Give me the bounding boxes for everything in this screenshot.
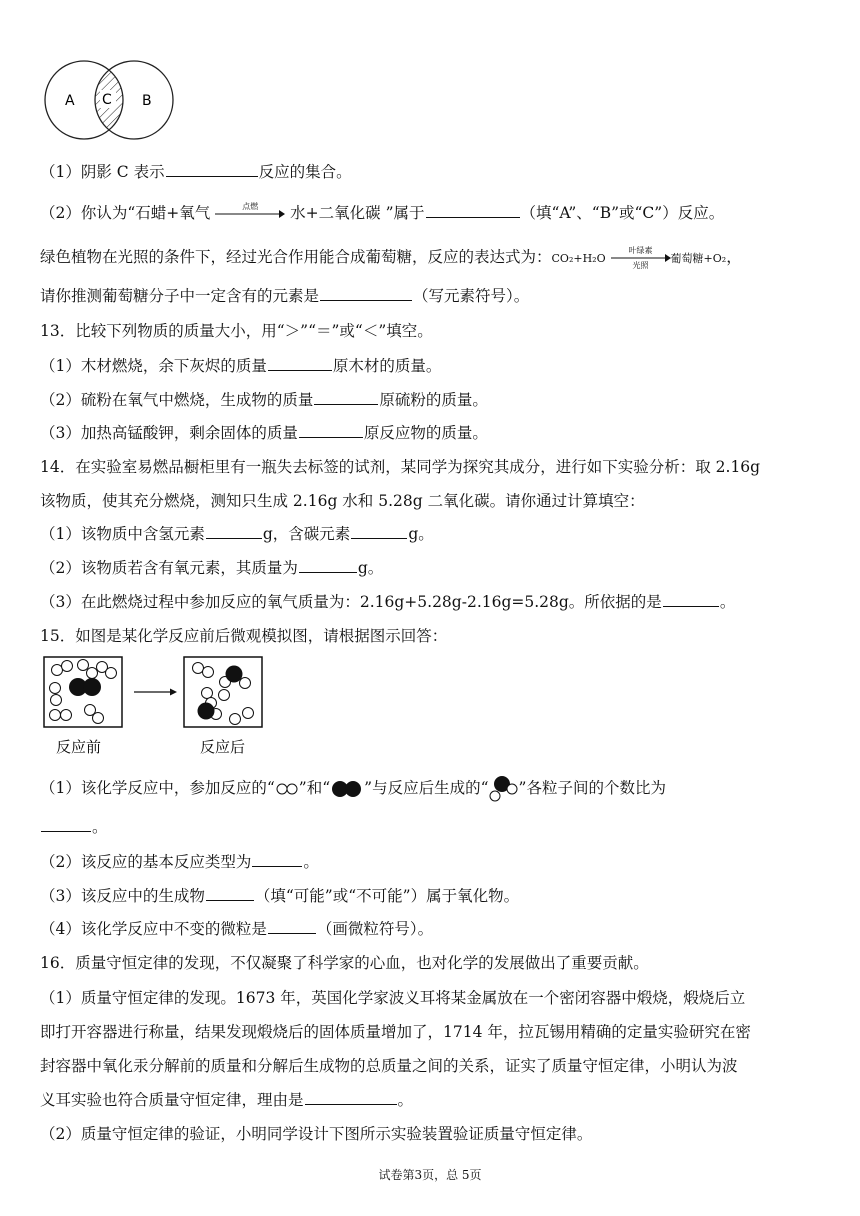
q16-part2: （2）质量守恒定律的验证，小明同学设计下图所示实验装置验证质量守恒定律。 <box>40 1125 593 1143</box>
answer-blank[interactable] <box>320 286 412 301</box>
page-footer: 试卷第3页，总 5页 <box>378 1168 482 1182</box>
q15-item4: （4）该化学反应中不变的微粒是 （画微粒符号）。 <box>40 920 434 938</box>
venn-label-c: C <box>102 92 112 108</box>
q15-stem: 15．如图是某化学反应前后微观模拟图，请根据图示回答： <box>40 627 448 645</box>
q12-part2: （2）你认为“石蜡+氧气 点燃 水+二氧化碳 ”属于 （填“A”、“B”或“C”）反应。 <box>40 202 725 222</box>
answer-blank[interactable] <box>351 524 407 539</box>
venn-label-b: B <box>142 93 152 109</box>
answer-blank[interactable] <box>252 852 302 867</box>
q12-part1: （1）阴影 C 表示 反应的集合。 <box>40 163 352 181</box>
q14-item1: （1）该物质中含氢元素 g，含碳元素 g。 <box>40 525 434 543</box>
q13-stem: 13．比较下列物质的质量大小，用“＞”“＝”或“＜”填空。 <box>40 322 433 340</box>
answer-blank[interactable] <box>206 886 254 901</box>
answer-blank[interactable] <box>299 423 363 438</box>
q15-item3: （3）该反应中的生成物 （填“可能”或“不可能”）属于氧化物。 <box>40 887 520 905</box>
reaction-micro-diagram <box>40 654 280 764</box>
q14-stem-line2: 该物质，使其充分燃烧，测知只生成 2.16g 水和 5.28g 二氧化碳。请你通过计算填空： <box>40 492 645 510</box>
q16-part1-line2: 即打开容器进行称量，结果发现煅烧后的固体质量增加了，1714 年，拉瓦锡用精确的定量实验研究在密 <box>40 1023 751 1041</box>
answer-blank[interactable] <box>314 390 378 405</box>
q16-part1-line4: 义耳实验也符合质量守恒定律，理由是 。 <box>40 1091 414 1109</box>
label-after: 反应后 <box>200 738 246 756</box>
answer-blank[interactable] <box>206 524 262 539</box>
answer-blank[interactable] <box>268 356 332 371</box>
venn-label-a: A <box>65 93 75 109</box>
answer-blank[interactable] <box>305 1090 397 1105</box>
q14-item2: （2）该物质若含有氧元素，其质量为 g。 <box>40 559 384 577</box>
q14-item3: （3）在此燃烧过程中参加反应的氧气质量为：2.16g+5.28g-2.16g=5.28g。所依据的是 。 <box>40 593 736 611</box>
venn-diagram <box>40 58 180 142</box>
q13-item2: （2）硫粉在氧气中燃烧，生成物的质量 原硫粉的质量。 <box>40 391 488 409</box>
answer-blank[interactable] <box>268 919 316 934</box>
q15-item1-cont: 。 <box>40 815 108 837</box>
q13-item3: （3）加热高锰酸钾，剩余固体的质量 原反应物的质量。 <box>40 424 488 442</box>
answer-blank[interactable] <box>41 817 91 832</box>
white-diatomic-molecule-icon <box>275 782 299 796</box>
reaction-arrow: 点燃 <box>215 205 285 223</box>
answer-blank[interactable] <box>299 558 357 573</box>
answer-blank[interactable] <box>663 592 719 607</box>
q13-item1: （1）木材燃烧，余下灰烬的质量 原木材的质量。 <box>40 357 442 375</box>
label-before: 反应前 <box>56 738 102 756</box>
black-diatomic-molecule-icon <box>330 780 364 798</box>
q16-part1-line1: （1）质量守恒定律的发现。1673 年，英国化学家波义耳将某金属放在一个密闭容器中煅烧，煅烧后立 <box>40 989 746 1007</box>
q14-stem-line1: 14．在实验室易燃品橱柜里有一瓶失去标签的试剂，某同学为探究其成分，进行如下实验分析：取 2.16g <box>40 458 761 476</box>
answer-blank[interactable] <box>166 162 258 177</box>
q15-item1: （1）该化学反应中，参加反应的“ ”和“ ”与反应后生成的“ ”各粒子间的个数比为 <box>40 774 666 804</box>
q12-part3: 绿色植物在光照的条件下，经过光合作用能合成葡萄糖，反应的表达式为：CO₂+H₂O 叶绿素 光照 葡萄糖+O₂， <box>40 246 742 270</box>
product-molecule-icon <box>489 774 519 804</box>
q16-part1-line3: 封容器中氧化汞分解前的质量和分解后生成物的总质量之间的关系，证实了质量守恒定律，小明认为波 <box>40 1057 738 1075</box>
answer-blank[interactable] <box>426 203 520 218</box>
reaction-arrow: 叶绿素 光照 <box>611 249 671 267</box>
q12-part4: 请你推测葡萄糖分子中一定含有的元素是 （写元素符号）。 <box>40 287 530 305</box>
q15-item2: （2）该反应的基本反应类型为 。 <box>40 853 319 871</box>
q16-stem: 16．质量守恒定律的发现，不仅凝聚了科学家的心血，也对化学的发展做出了重要贡献。 <box>40 954 649 972</box>
